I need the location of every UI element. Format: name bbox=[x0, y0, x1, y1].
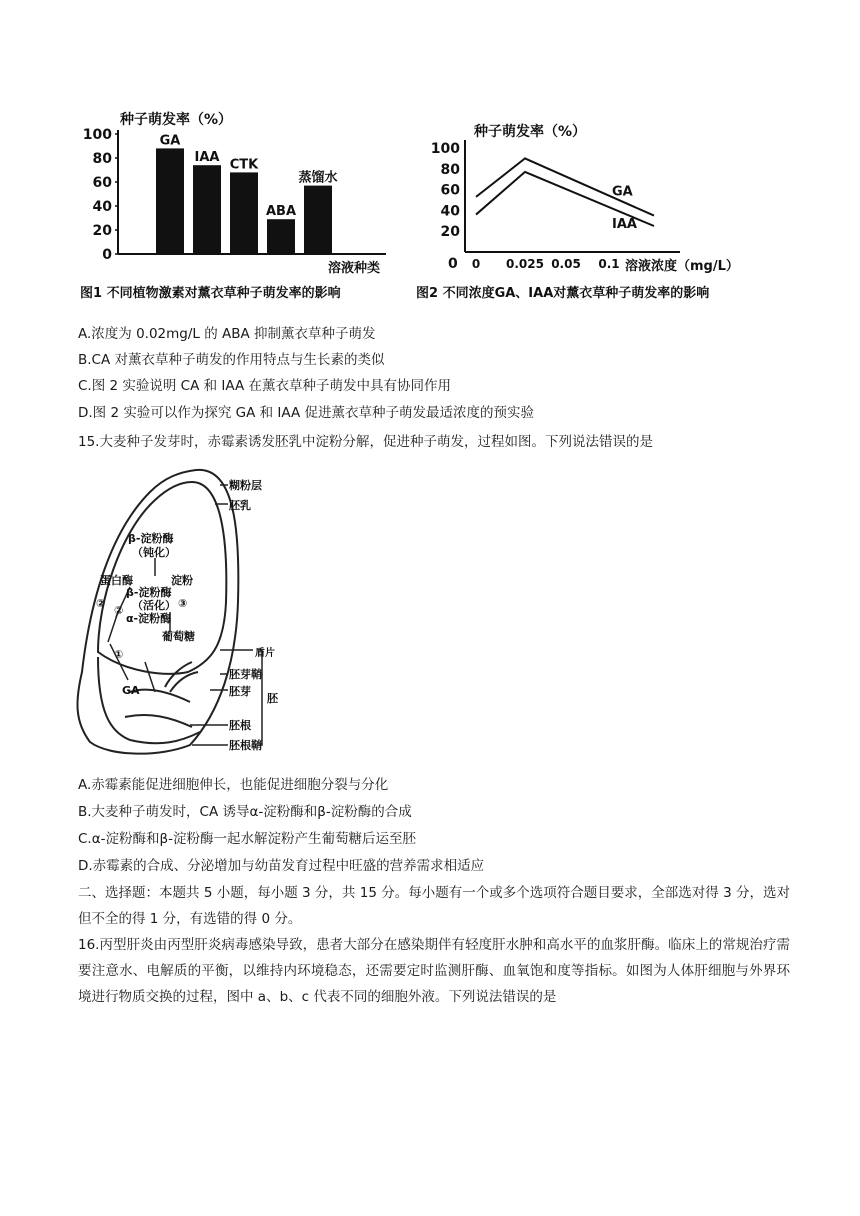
fig2-xlabel: 溶液浓度（mg/L） bbox=[625, 259, 739, 274]
label-radicle: 胚根 bbox=[229, 719, 251, 732]
figure2-line-chart bbox=[412, 104, 782, 304]
fig2-xtick-label: 0.025 bbox=[506, 257, 544, 271]
label-alpha-amylase: α-淀粉酶 bbox=[126, 612, 172, 625]
fig2-series-label: IAA bbox=[612, 217, 637, 232]
fig2-title: 种子萌发率（%） bbox=[474, 124, 587, 140]
q14-option-a: A.浓度为 0.02mg/L 的 ABA 抑制薰衣草种子萌发 bbox=[78, 326, 376, 342]
label-plumule: 胚芽 bbox=[229, 685, 251, 698]
fig2-origin-label: 0 bbox=[448, 256, 458, 272]
fig1-caption: 图1 不同植物激素对薰衣草种子萌发率的影响 bbox=[80, 286, 341, 301]
label-glucose: 葡萄糖 bbox=[162, 630, 195, 643]
label-step-2b: ② bbox=[114, 604, 124, 617]
q14-option-b: B.CA 对薰衣草种子萌发的作用特点与生长素的类似 bbox=[78, 352, 385, 368]
q15-stem: 15.大麦种子发芽时，赤霉素诱发胚乳中淀粉分解，促进种子萌发，过程如图。下列说法错误的是 bbox=[78, 434, 653, 450]
fig1-bar-label: CTK bbox=[229, 157, 259, 173]
q15-option-d: D.赤霉素的合成、分泌增加与幼苗发育过程中旺盛的营养需求相适应 bbox=[78, 858, 485, 874]
fig1-bar-label: GA bbox=[159, 133, 181, 149]
fig2-ytick-label: 80 bbox=[440, 161, 460, 178]
label-beta-amylase: β-淀粉酶 bbox=[128, 532, 174, 545]
fig1-xlabel: 溶液种类 bbox=[328, 261, 381, 276]
fig2-series-label: GA bbox=[612, 184, 633, 200]
label-aleurone: 糊粉层 bbox=[229, 479, 262, 492]
fig1-bar bbox=[267, 219, 295, 254]
fig2-xtick-label: 0 bbox=[471, 257, 481, 271]
fig1-ytick-label: 0 bbox=[102, 247, 112, 263]
label-step-1: ① bbox=[114, 648, 124, 661]
fig1-ytick-label: 40 bbox=[92, 199, 112, 215]
fig1-ytick-label: 60 bbox=[92, 175, 112, 191]
label-endosperm: 胚乳 bbox=[229, 499, 251, 512]
q14-option-c: C.图 2 实验说明 CA 和 IAA 在薰衣草种子萌发中具有协同作用 bbox=[78, 378, 452, 394]
fig1-bar-label: 蒸馏水 bbox=[298, 170, 338, 186]
fig1-bar bbox=[193, 165, 221, 254]
label-scutellum: 盾片 bbox=[255, 648, 275, 659]
fig1-bar-label: IAA bbox=[194, 150, 220, 166]
q14-option-d: D.图 2 实验可以作为探究 GA 和 IAA 促进薰衣草种子萌发最适浓度的预实验 bbox=[78, 405, 535, 421]
q15-option-b: B.大麦种子萌发时，CA 诱导α-淀粉酶和β-淀粉酶的合成 bbox=[78, 804, 412, 820]
fig2-ytick-label: 20 bbox=[440, 224, 460, 241]
label-embryo: 胚 bbox=[267, 692, 278, 705]
q15-option-c: C.α-淀粉酶和β-淀粉酶一起水解淀粉产生葡萄糖后运至胚 bbox=[78, 831, 416, 847]
fig1-ytick-label: 100 bbox=[82, 127, 112, 143]
fig2-ytick-label: 100 bbox=[430, 141, 460, 157]
fig2-xtick-label: 0.05 bbox=[551, 257, 581, 271]
label-step-3: ③ bbox=[178, 597, 188, 610]
label-coleorhiza: 胚根鞘 bbox=[229, 739, 262, 752]
label-starch: 淀粉 bbox=[171, 574, 193, 587]
fig1-bar-label: ABA bbox=[265, 204, 297, 220]
fig2-ytick-label: 60 bbox=[440, 182, 460, 199]
fig1-bar bbox=[304, 186, 332, 254]
label-ga: GA bbox=[122, 684, 140, 697]
fig1-ytick-label: 80 bbox=[92, 151, 112, 167]
q15-option-a: A.赤霉素能促进细胞伸长，也能促进细胞分裂与分化 bbox=[78, 777, 389, 793]
label-activated: （活化） bbox=[132, 599, 176, 612]
fig1-title: 种子萌发率（%） bbox=[120, 112, 233, 128]
fig1-ytick-label: 20 bbox=[92, 223, 112, 239]
section-2-instructions: 二、选择题：本题共 5 小题，每小题 3 分，共 15 分。每小题有一个或多个选项符合题目要求，全部选对得 3 分，选对但不全的得 1 分，有选错的得 0 分。 bbox=[78, 885, 790, 927]
label-bound: （钝化） bbox=[132, 546, 176, 559]
fig2-xtick-label: 0.1 bbox=[598, 257, 620, 271]
fig2-ytick-label: 40 bbox=[440, 203, 460, 220]
label-protease: 蛋白酶 bbox=[100, 574, 133, 587]
figure1-bar-chart bbox=[78, 104, 418, 304]
barley-seed-diagram bbox=[70, 462, 300, 762]
label-beta-amylase-active: β-淀粉酶 bbox=[126, 586, 172, 599]
fig2-caption: 图2 不同浓度GA、IAA对薰衣草种子萌发率的影响 bbox=[416, 286, 710, 301]
fig1-bar bbox=[156, 148, 184, 254]
label-step-2a: ② bbox=[96, 597, 106, 610]
q16-stem: 16.丙型肝炎由丙型肝炎病毒感染导致，患者大部分在感染期伴有轻度肝水肿和高水平的血浆肝酶。临床上的常规治疗需要注意水、电解质的平衡，以维持内环境稳态，还需要定时监测肝酶、血氧饱和度等指标。如图为人体肝细胞与外界环境进行物质交换的过程，图中 a、b、c 代表不同的细胞外液。下列说法错误的是 bbox=[78, 937, 790, 1005]
fig1-bar bbox=[230, 172, 258, 254]
label-coleoptile: 胚芽鞘 bbox=[229, 668, 262, 681]
